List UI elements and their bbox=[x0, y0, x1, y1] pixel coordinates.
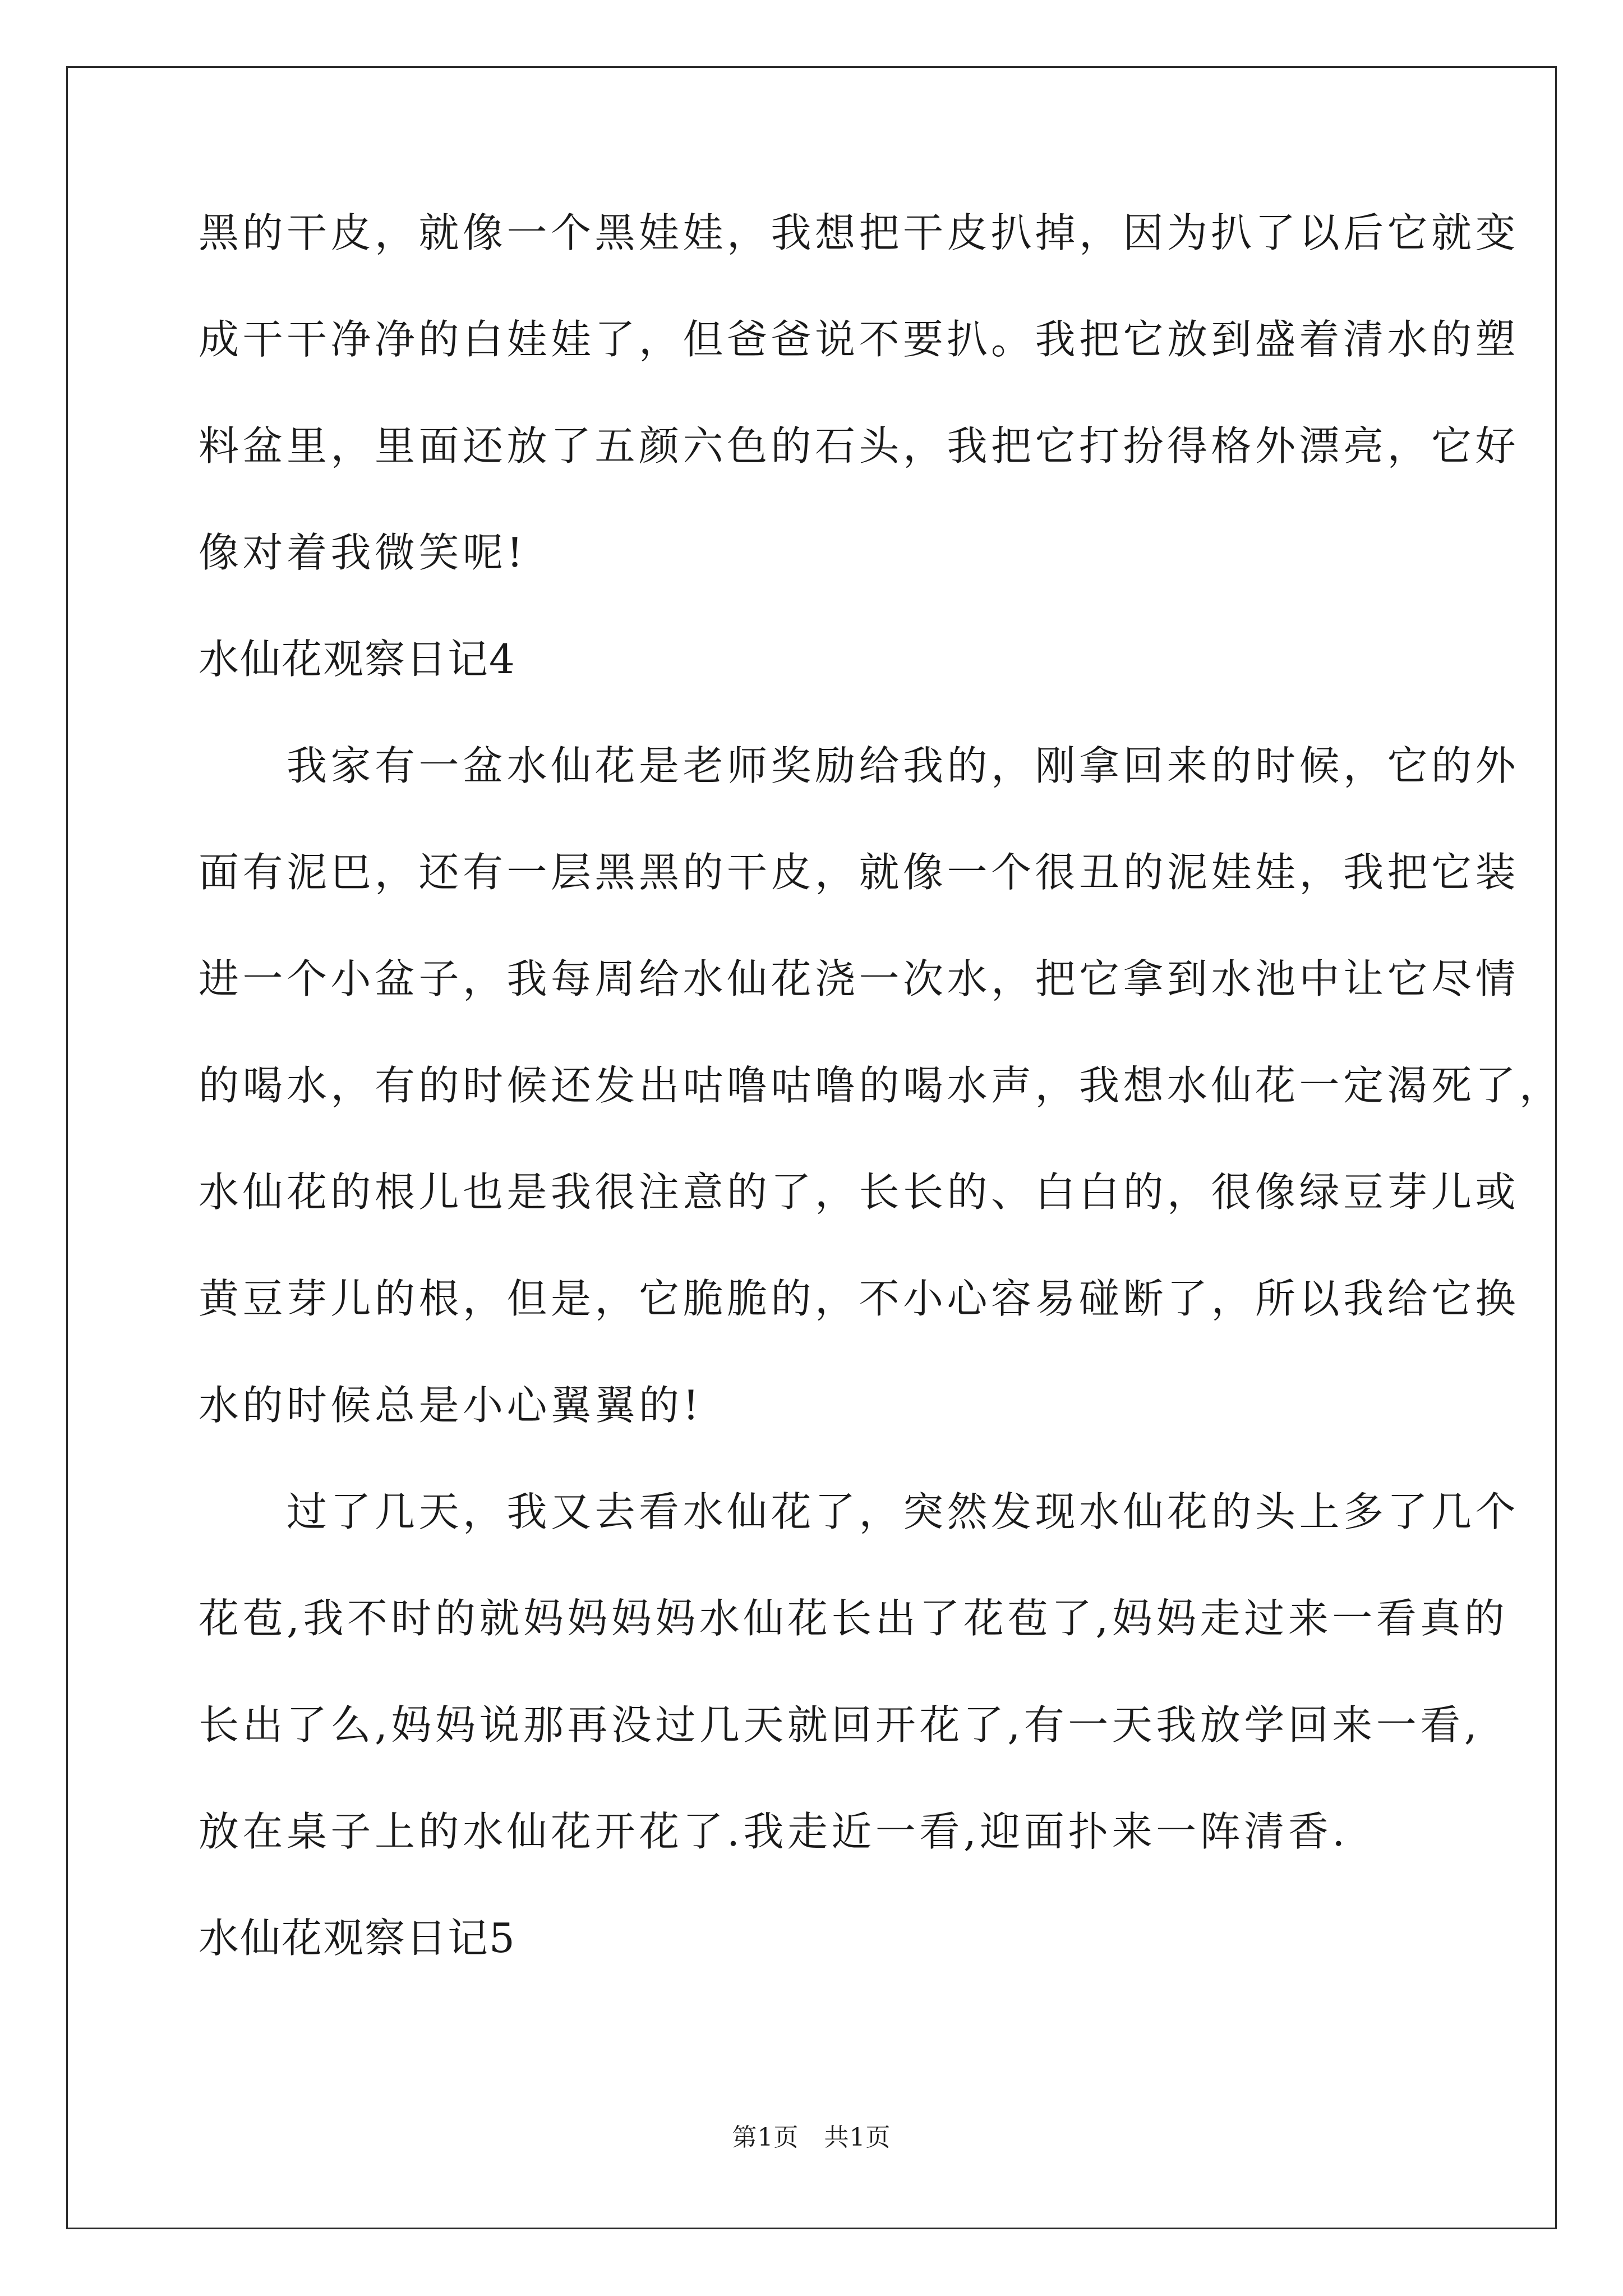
text-line: 黑的干皮，就像一个黑娃娃，我想把干皮扒掉，因为扒了以后它就变 bbox=[199, 209, 1520, 256]
text-line: 像对着我微笑呢! bbox=[199, 529, 527, 576]
page-border bbox=[66, 66, 1557, 2229]
text-line: 花苞,我不时的就妈妈妈妈水仙花长出了花苞了,妈妈走过来一看真的 bbox=[199, 1595, 1509, 1642]
text-line: 放在桌子上的水仙花开花了.我走近一看,迎面扑来一阵清香. bbox=[199, 1808, 1349, 1855]
text-line: 进一个小盆子，我每周给水仙花浇一次水，把它拿到水池中让它尽情 bbox=[199, 955, 1520, 1002]
text-line: 面有泥巴，还有一层黑黑的干皮，就像一个很丑的泥娃娃，我把它装 bbox=[199, 849, 1520, 896]
text-line: 长出了么,妈妈说那再没过几天就回开花了,有一天我放学回来一看, bbox=[199, 1701, 1481, 1749]
text-line: 我家有一盆水仙花是老师奖励给我的，刚拿回来的时候，它的外 bbox=[199, 742, 1520, 789]
text-line: 的喝水，有的时候还发出咕噜咕噜的喝水声，我想水仙花一定渴死了， bbox=[199, 1062, 1564, 1109]
section-heading: 水仙花观察日记5 bbox=[199, 1915, 516, 1962]
section-heading: 水仙花观察日记4 bbox=[199, 636, 516, 683]
text-line: 黄豆芽儿的根，但是，它脆脆的，不小心容易碰断了，所以我给它换 bbox=[199, 1275, 1520, 1322]
text-line: 成干干净净的白娃娃了，但爸爸说不要扒。我把它放到盛着清水的塑 bbox=[199, 316, 1520, 363]
page-footer: 第1页 共1页 bbox=[732, 2123, 891, 2152]
text-line: 水仙花的根儿也是我很注意的了，长长的、白白的，很像绿豆芽儿或 bbox=[199, 1168, 1520, 1216]
text-line: 料盆里，里面还放了五颜六色的石头，我把它打扮得格外漂亮，它好 bbox=[199, 422, 1520, 470]
text-line: 过了几天，我又去看水仙花了，突然发现水仙花的头上多了几个 bbox=[199, 1488, 1520, 1535]
text-line: 水的时候总是小心翼翼的! bbox=[199, 1382, 703, 1429]
